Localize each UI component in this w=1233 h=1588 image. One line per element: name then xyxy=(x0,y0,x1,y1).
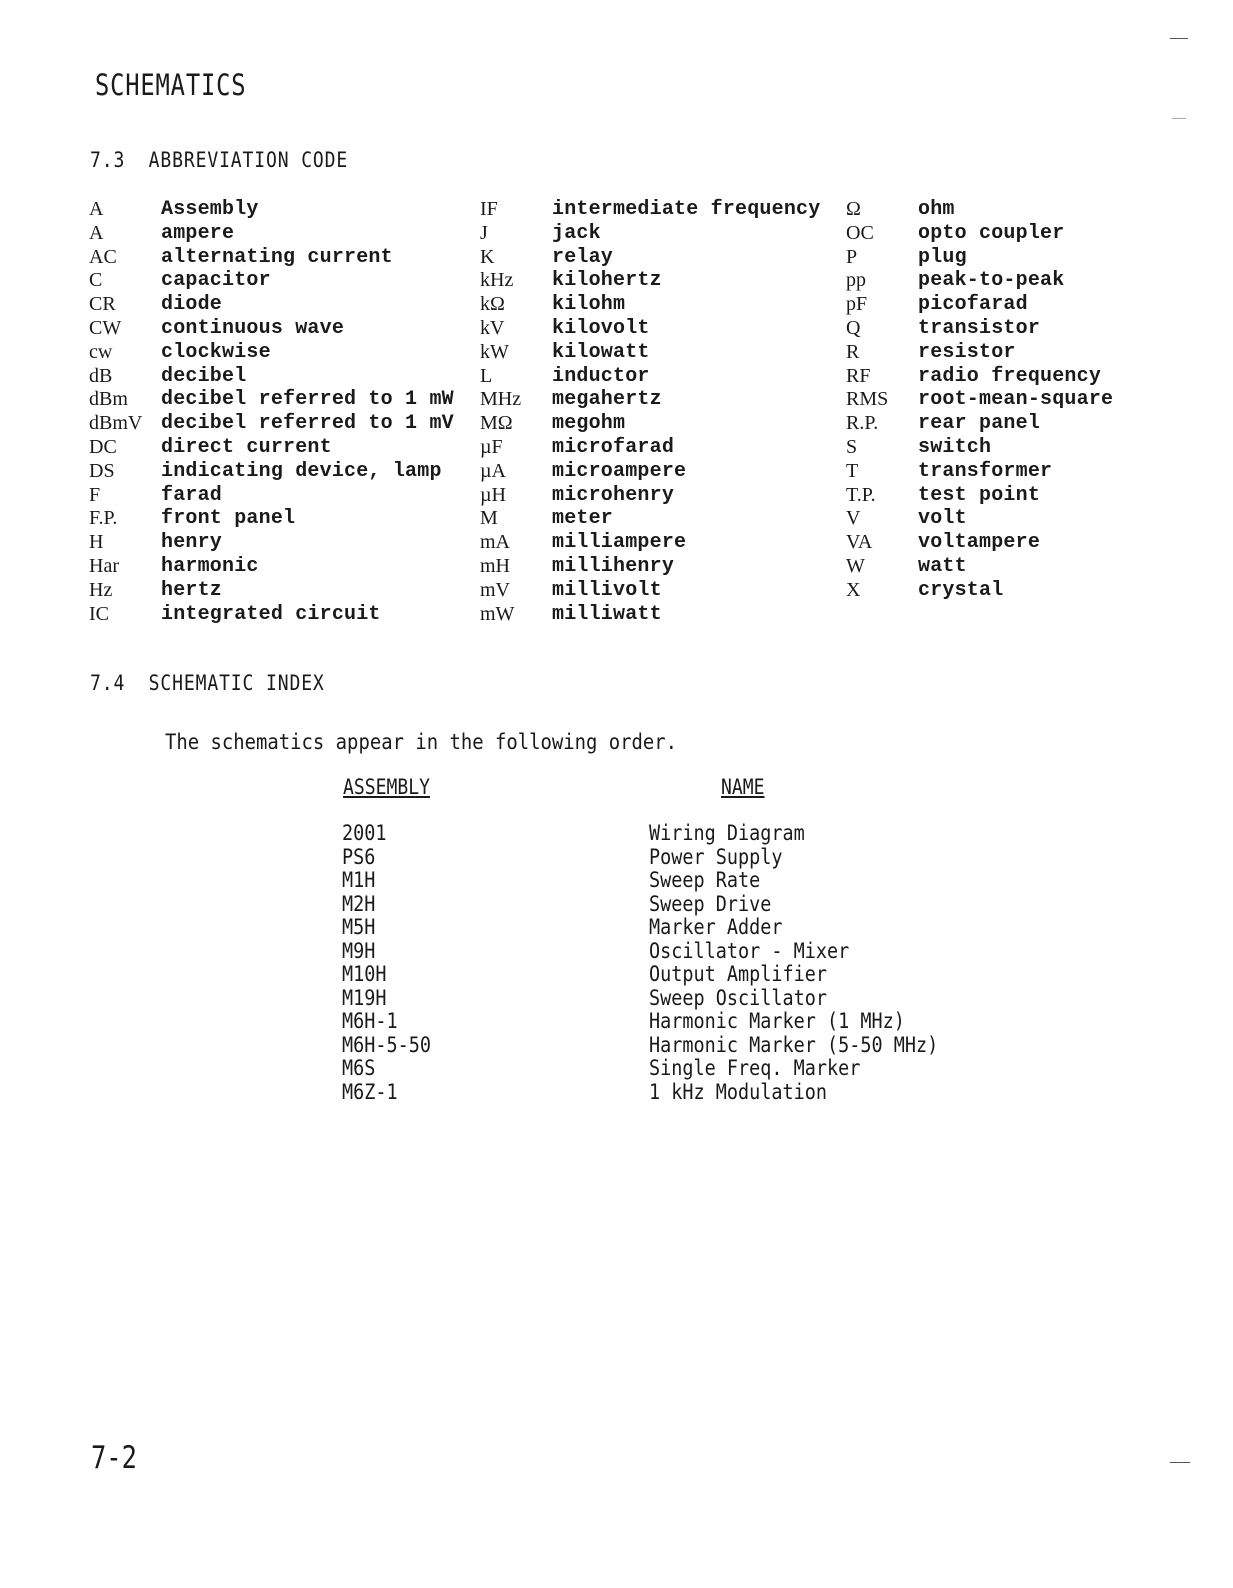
abbreviation-row xyxy=(480,412,626,436)
abbreviation-row xyxy=(846,483,1041,508)
abbreviation-row xyxy=(89,602,381,627)
abbreviation-code: Q xyxy=(846,316,861,339)
abbreviation-code: MHz xyxy=(480,388,522,411)
schematic-name: Sweep Rate xyxy=(649,868,761,892)
abbreviation-description: millivolt xyxy=(552,578,662,602)
schematic-index-heading: 7.4 SCHEMATIC INDEX xyxy=(90,671,325,695)
abbreviation-code: M xyxy=(480,507,498,530)
abbreviation-row xyxy=(846,412,1041,436)
assembly-column-header: ASSEMBLY xyxy=(343,775,430,799)
schematic-name: Single Freq. Marker xyxy=(649,1056,861,1080)
schematic-name: 1 kHz Modulation xyxy=(649,1079,828,1104)
abbreviation-description: microampere xyxy=(552,459,687,483)
abbreviation-description: opto coupler xyxy=(918,221,1065,245)
abbreviation-description: megohm xyxy=(552,412,626,436)
abbreviation-code: F xyxy=(89,483,101,506)
abbreviation-row xyxy=(480,198,821,222)
assembly-list xyxy=(342,822,443,1104)
abbreviation-code: VA xyxy=(846,531,873,554)
abbreviation-row xyxy=(480,388,662,412)
abbreviation-description: peak-to-peak xyxy=(918,269,1065,293)
abbreviation-description: front panel xyxy=(161,507,296,531)
abbreviation-description: indicating device, lamp xyxy=(161,459,442,483)
schematic-name: Harmonic Marker (1 MHz) xyxy=(649,1009,905,1033)
abbreviation-row xyxy=(846,388,1114,412)
abbreviation-description: milliwatt xyxy=(552,602,662,626)
abbreviation-row xyxy=(89,388,454,412)
abbreviation-code: dBm xyxy=(89,388,128,411)
assembly-code: 2001 xyxy=(342,821,387,845)
abbreviation-description: millihenry xyxy=(552,554,675,578)
assembly-code: PS6 xyxy=(342,844,376,869)
abbreviation-row xyxy=(480,602,662,627)
abbreviation-description: intermediate frequency xyxy=(552,198,821,221)
abbreviation-code: CW xyxy=(89,316,122,339)
assembly-code: M5H xyxy=(342,915,376,939)
abbreviation-code: R xyxy=(846,340,860,363)
abbreviation-description: alternating current xyxy=(161,245,393,269)
abbreviation-code: F.P. xyxy=(89,507,118,530)
abbreviation-row xyxy=(89,507,296,531)
abbreviation-description: diode xyxy=(161,293,223,317)
abbreviation-code: dB xyxy=(89,364,113,387)
abbreviation-row xyxy=(846,269,1065,293)
abbreviation-description: clockwise xyxy=(161,340,271,364)
abbreviation-code: A xyxy=(89,221,104,244)
abbreviation-code: cw xyxy=(89,340,113,363)
schematic-name: Sweep Oscillator xyxy=(649,985,828,1010)
abbreviation-description: continuous wave xyxy=(161,316,345,340)
schematic-name: Oscillator - Mixer xyxy=(649,938,850,963)
abbreviation-code: P xyxy=(846,245,858,268)
abbreviation-section-heading: 7.3 ABBREVIATION CODE xyxy=(90,148,349,172)
abbreviation-row xyxy=(480,531,687,555)
abbreviation-code: S xyxy=(846,435,858,458)
schematic-name: Output Amplifier xyxy=(649,962,828,986)
assembly-code: M6Z-1 xyxy=(342,1079,398,1104)
schematic-name: Power Supply xyxy=(649,844,783,869)
abbreviation-description: test point xyxy=(918,483,1041,507)
schematic-name: Harmonic Marker (5-50 MHz) xyxy=(649,1032,939,1057)
abbreviation-row xyxy=(89,340,271,365)
abbreviation-description: switch xyxy=(918,435,992,459)
abbreviation-description: decibel referred to 1 mV xyxy=(161,412,454,436)
abbreviation-row xyxy=(89,269,271,293)
abbreviation-description: kilovolt xyxy=(552,316,650,340)
abbreviation-description: ohm xyxy=(918,198,955,221)
assembly-code: M2H xyxy=(342,891,376,916)
abbreviation-description: watt xyxy=(918,554,967,578)
abbreviation-code: W xyxy=(846,554,865,577)
abbreviation-row xyxy=(89,531,223,555)
abbreviation-row xyxy=(89,578,223,603)
abbreviation-code: C xyxy=(89,269,103,292)
abbreviation-description: relay xyxy=(552,245,614,269)
abbreviation-row xyxy=(89,435,332,460)
abbreviation-description: Assembly xyxy=(161,198,259,221)
abbreviation-code: Ω xyxy=(846,198,861,220)
abbreviation-column-1 xyxy=(89,198,454,626)
name-column-header: NAME xyxy=(721,775,765,799)
abbreviation-row xyxy=(480,221,601,246)
abbreviation-description: harmonic xyxy=(161,554,259,578)
schematic-index-intro: The schematics appear in the following order. xyxy=(165,730,678,754)
abbreviation-description: crystal xyxy=(918,578,1004,602)
abbreviation-code: kV xyxy=(480,316,505,339)
abbreviation-description: transistor xyxy=(918,316,1041,340)
abbreviation-code: J xyxy=(480,221,488,244)
abbreviation-description: radio frequency xyxy=(918,364,1102,388)
abbreviation-row xyxy=(89,554,259,579)
abbreviation-row xyxy=(89,198,259,222)
abbreviation-row xyxy=(480,483,675,508)
abbreviation-row xyxy=(480,293,626,317)
abbreviation-row xyxy=(846,293,1028,317)
abbreviation-code: IC xyxy=(89,602,109,625)
abbreviation-description: megahertz xyxy=(552,388,662,412)
abbreviation-description: plug xyxy=(918,245,967,269)
abbreviation-description: rear panel xyxy=(918,412,1041,436)
abbreviation-row xyxy=(480,245,614,270)
abbreviation-code: kΩ xyxy=(480,293,505,316)
abbreviation-description: microfarad xyxy=(552,435,675,459)
abbreviation-column-2 xyxy=(480,198,821,626)
abbreviation-code: V xyxy=(846,507,861,530)
abbreviation-description: picofarad xyxy=(918,293,1028,317)
abbreviation-row xyxy=(480,340,650,365)
abbreviation-code: Hz xyxy=(89,578,113,601)
scan-edge-mark xyxy=(1170,38,1188,39)
abbreviation-code: CR xyxy=(89,293,116,316)
abbreviation-row xyxy=(89,245,393,270)
page-title: SCHEMATICS xyxy=(95,68,247,102)
abbreviation-row xyxy=(846,507,967,531)
abbreviation-description: kilowatt xyxy=(552,340,650,364)
abbreviation-code: RF xyxy=(846,364,871,387)
abbreviation-code: DS xyxy=(89,459,115,482)
abbreviation-code: DC xyxy=(89,435,117,458)
abbreviation-row xyxy=(89,364,247,389)
assembly-code: M9H xyxy=(342,938,376,963)
abbreviation-column-3 xyxy=(846,198,1114,603)
abbreviation-code: A xyxy=(89,198,104,220)
abbreviation-code: R.P. xyxy=(846,412,879,435)
abbreviation-row xyxy=(480,578,662,603)
abbreviation-code: pF xyxy=(846,293,868,316)
abbreviation-description: hertz xyxy=(161,578,223,602)
abbreviation-description: direct current xyxy=(161,435,332,459)
assembly-code: M1H xyxy=(342,868,376,892)
abbreviation-row xyxy=(846,198,955,222)
abbreviation-description: ampere xyxy=(161,221,235,245)
abbreviation-description: root-mean-square xyxy=(918,388,1114,412)
abbreviation-row xyxy=(89,316,345,341)
abbreviation-description: kilohertz xyxy=(552,269,662,293)
abbreviation-description: meter xyxy=(552,507,614,531)
abbreviation-description: resistor xyxy=(918,340,1016,364)
abbreviation-code: OC xyxy=(846,221,874,244)
abbreviation-row xyxy=(846,316,1041,341)
assembly-code: M6H-5-50 xyxy=(342,1032,432,1057)
abbreviation-code: K xyxy=(480,245,495,268)
abbreviation-row xyxy=(89,483,223,508)
abbreviation-code: kW xyxy=(480,340,509,363)
abbreviation-code: mA xyxy=(480,531,510,554)
abbreviation-description: integrated circuit xyxy=(161,602,381,626)
abbreviation-description: decibel xyxy=(161,364,247,388)
assembly-code: M19H xyxy=(342,985,387,1010)
abbreviation-row xyxy=(89,412,454,436)
abbreviation-row xyxy=(846,531,1041,555)
schematic-name: Sweep Drive xyxy=(649,891,772,916)
abbreviation-row xyxy=(846,554,967,579)
abbreviation-description: voltampere xyxy=(918,531,1041,555)
scan-edge-mark xyxy=(1170,1462,1190,1463)
abbreviation-row xyxy=(846,245,967,270)
abbreviation-code: pp xyxy=(846,269,866,292)
abbreviation-row xyxy=(480,269,662,293)
abbreviation-code: dBmV xyxy=(89,412,143,435)
abbreviation-row xyxy=(480,364,650,389)
abbreviation-row xyxy=(846,340,1016,365)
abbreviation-description: henry xyxy=(161,531,223,555)
abbreviation-code: mV xyxy=(480,578,510,601)
name-list xyxy=(649,822,978,1104)
abbreviation-description: milliampere xyxy=(552,531,687,555)
abbreviation-row xyxy=(480,435,675,460)
abbreviation-row xyxy=(846,459,1053,484)
abbreviation-description: volt xyxy=(918,507,967,531)
abbreviation-description: microhenry xyxy=(552,483,675,507)
abbreviation-row xyxy=(480,554,675,579)
abbreviation-description: capacitor xyxy=(161,269,271,293)
abbreviation-row xyxy=(846,364,1102,389)
abbreviation-description: inductor xyxy=(552,364,650,388)
abbreviation-code: Har xyxy=(89,554,119,577)
abbreviation-code: L xyxy=(480,364,493,387)
abbreviation-row xyxy=(480,459,687,484)
abbreviation-code: mH xyxy=(480,554,510,577)
abbreviation-row xyxy=(480,316,650,341)
abbreviation-description: transformer xyxy=(918,459,1053,483)
assembly-code: M10H xyxy=(342,962,387,986)
abbreviation-row xyxy=(89,221,235,246)
abbreviation-code: kHz xyxy=(480,269,514,292)
abbreviation-code: mW xyxy=(480,602,515,625)
abbreviation-code: RMS xyxy=(846,388,889,411)
assembly-code: M6H-1 xyxy=(342,1009,398,1033)
abbreviation-code: T xyxy=(846,459,859,482)
abbreviation-code: µF xyxy=(480,435,503,458)
abbreviation-row xyxy=(846,435,992,460)
abbreviation-code: µA xyxy=(480,459,506,482)
abbreviation-code: H xyxy=(89,531,104,554)
abbreviation-description: kilohm xyxy=(552,293,626,317)
abbreviation-row xyxy=(89,293,223,317)
schematic-name: Wiring Diagram xyxy=(649,821,805,845)
scan-edge-mark xyxy=(1172,118,1186,119)
abbreviation-code: AC xyxy=(89,245,117,268)
schematic-name: Marker Adder xyxy=(649,915,783,939)
abbreviation-code: µH xyxy=(480,483,506,506)
abbreviation-row xyxy=(89,459,442,484)
abbreviation-row xyxy=(846,221,1065,246)
abbreviation-code: IF xyxy=(480,198,498,220)
abbreviation-description: farad xyxy=(161,483,223,507)
abbreviation-row xyxy=(480,507,614,531)
abbreviation-code: MΩ xyxy=(480,412,513,435)
abbreviation-row xyxy=(846,578,1004,603)
page-number: 7-2 xyxy=(91,1440,137,1476)
abbreviation-code: T.P. xyxy=(846,483,876,506)
abbreviation-description: decibel referred to 1 mW xyxy=(161,388,454,412)
abbreviation-description: jack xyxy=(552,221,601,245)
abbreviation-code: X xyxy=(846,578,861,601)
assembly-code: M6S xyxy=(342,1056,376,1080)
